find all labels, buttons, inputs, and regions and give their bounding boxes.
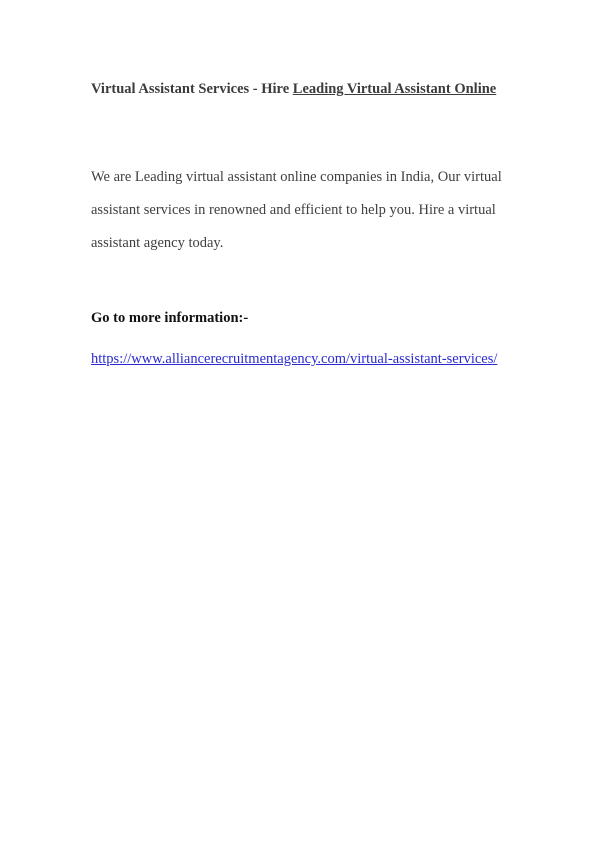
- intro-paragraph: We are Leading virtual assistant online companies in India, Our virtual assistant services in renowned and efficient to help you. Hire a virtual assistant agency today.: [91, 169, 502, 251]
- more-info-heading: Go to more information:-: [91, 310, 249, 326]
- title-link[interactable]: Leading Virtual Assistant Online: [292, 81, 497, 97]
- page-title: [91, 80, 551, 98]
- title-prefix: Virtual Assistant Services - Hire: [91, 81, 293, 97]
- website-link[interactable]: https://www.alliancerecruitmentagency.com/virtual-assistant-services/: [91, 351, 498, 367]
